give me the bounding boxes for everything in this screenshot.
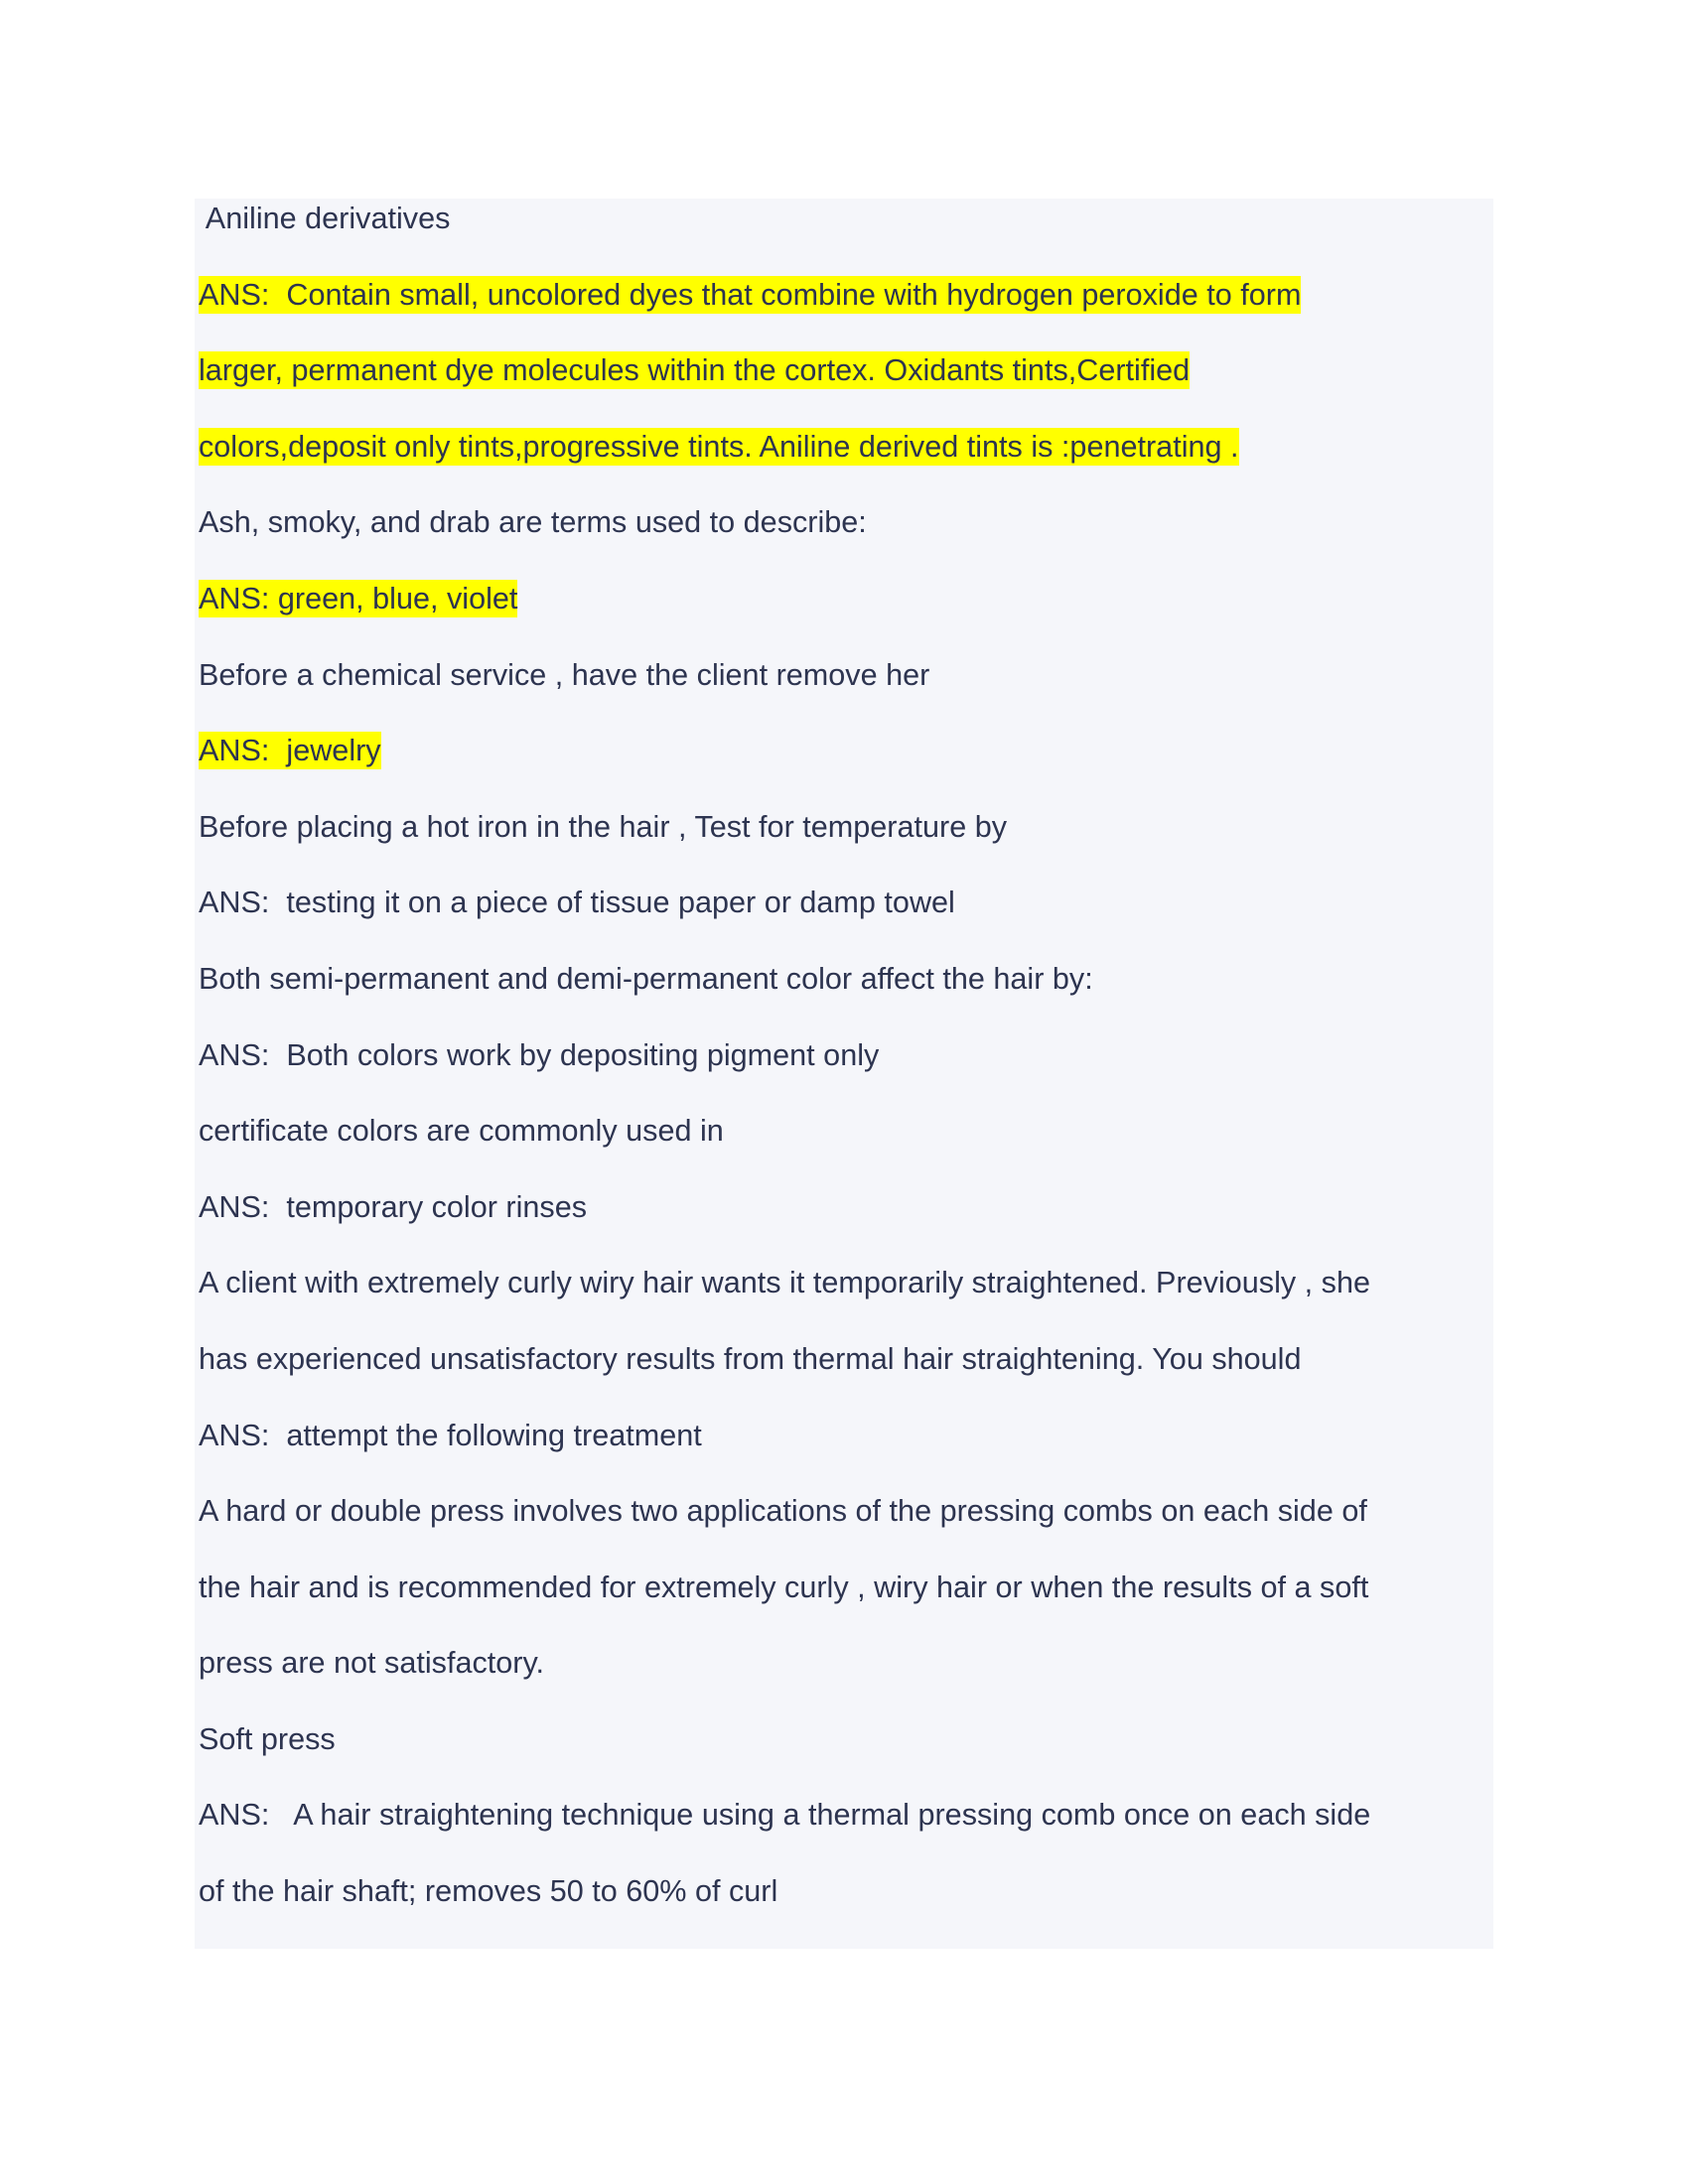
question-line [199,1263,1489,1339]
line-text: A hard or double press involves two applications of the pressing combs on each side of [199,1494,1367,1529]
line-text: Aniline derivatives [199,202,451,235]
highlighted-line-text: colors,deposit only tints,progressive tints. Aniline derived tints is :penetrating . [199,429,1239,464]
line-text: the hair and is recommended for extremely curly , wiry hair or when the results of a soft [199,1570,1369,1604]
answer-line [199,579,1489,655]
line-text: Before placing a hot iron in the hair , Test for temperature by [199,809,1008,844]
answer-line [199,1416,1489,1492]
question-line [199,502,1489,579]
highlighted-line-text: ANS: jewelry [199,734,381,768]
answer-line [199,1871,1489,1948]
question-line [199,1111,1489,1187]
question-line [199,807,1489,884]
line-text: ANS: testing it on a piece of tissue paper or damp towel [199,886,955,920]
line-text: Both semi-permanent and demi-permanent color affect the hair by: [199,961,1093,996]
answer-line [199,1491,1489,1568]
line-text: Ash, smoky, and drab are terms used to describe: [199,505,867,540]
answer-line [199,1187,1489,1264]
line-text: certificate colors are commonly used in [199,1114,724,1149]
line-text: ANS: Both colors work by depositing pigment only [199,1037,880,1072]
question-line [199,199,1489,275]
line-text: of the hair shaft; removes 50 to 60% of curl [199,1874,778,1909]
highlighted-line-text: ANS: green, blue, violet [199,581,518,615]
text-lines [199,199,1489,1948]
answer-line [199,1035,1489,1112]
answer-line [199,275,1489,351]
line-text: Before a chemical service , have the client remove her [199,657,930,692]
question-line [199,959,1489,1035]
line-text: Soft press [199,1721,336,1756]
question-line [199,655,1489,732]
answer-line [199,1643,1489,1719]
question-line [199,1339,1489,1416]
answer-line [199,1795,1489,1871]
question-line [199,1719,1489,1796]
answer-line [199,1568,1489,1644]
line-text: ANS: attempt the following treatment [199,1418,702,1452]
answer-line [199,731,1489,807]
answer-line [199,427,1489,503]
line-text: press are not satisfactory. [199,1646,545,1681]
line-text: has experienced unsatisfactory results from thermal hair straightening. You should [199,1341,1302,1376]
document-page [195,199,1493,1949]
line-text: ANS: temporary color rinses [199,1189,588,1224]
line-text: A client with extremely curly wiry hair wants it temporarily straightened. Previously , she [199,1266,1370,1300]
highlighted-line-text: larger, permanent dye molecules within the cortex. Oxidants tints,Certified [199,353,1191,388]
line-text: ANS: A hair straightening technique using a thermal pressing comb once on each side [199,1798,1371,1833]
answer-line [199,883,1489,959]
answer-line [199,350,1489,427]
highlighted-line-text: ANS: Contain small, uncolored dyes that combine with hydrogen peroxide to form [199,277,1302,312]
